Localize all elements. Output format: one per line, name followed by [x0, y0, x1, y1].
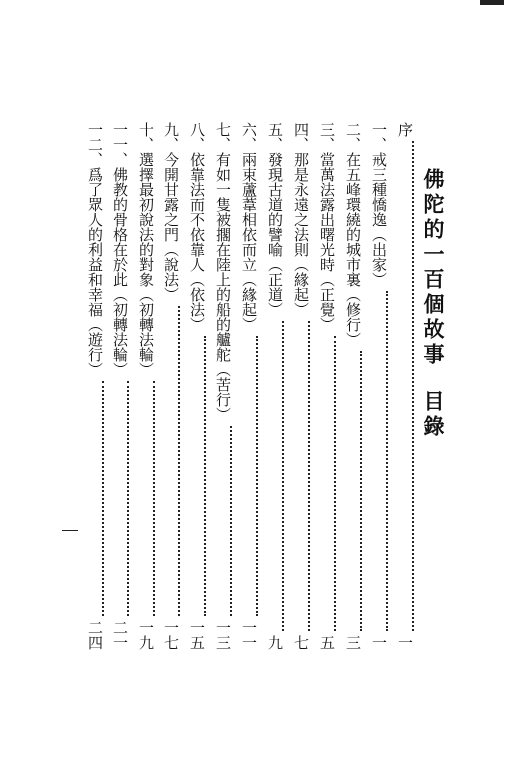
toc-entry-label: 五、發現古道的譬喻（正道）: [266, 122, 284, 317]
toc-entry-label: 九、今開甘露之門（說法）: [162, 122, 180, 302]
toc-entry: [188, 122, 206, 652]
toc-entry: [240, 122, 258, 652]
toc-entry: [266, 122, 284, 652]
toc-entry-label: 十、選擇最初說法的對象（初轉法輪）: [137, 122, 155, 377]
toc-leader-dots: [195, 336, 206, 616]
toc-entry-label: 二、在五峰環繞的城市裏（修行）: [344, 122, 362, 347]
toc-leader-dots: [247, 336, 258, 616]
toc-leader-dots: [377, 291, 388, 631]
page-title: [419, 168, 447, 440]
toc-leader-dots: [299, 321, 310, 631]
toc-leader-dots: [403, 141, 414, 631]
toc-entry-page: 三: [344, 635, 362, 650]
toc-entry: [396, 122, 414, 652]
toc-entry-label: 一二、爲了眾人的利益和幸福（遊行）: [86, 122, 104, 377]
toc-entry-page: 一一: [240, 620, 258, 650]
toc-entry-label: 一一、佛教的骨格在於此（初轉法輪）: [111, 122, 129, 377]
toc-entry-page: 一九: [137, 620, 155, 650]
toc-entry: [162, 122, 180, 652]
toc-entry-page: 一: [370, 635, 388, 650]
toc-entry-label: 六、兩束蘆葦相依而立（緣起）: [240, 122, 258, 332]
toc-leader-dots: [169, 306, 180, 616]
toc-entry: [318, 122, 336, 652]
toc-entry-page: 一五: [188, 620, 206, 650]
toc-entry-label: 八、依靠法而不依靠人（依法）: [188, 122, 206, 332]
toc-entry-page: 一三: [214, 620, 232, 650]
toc-leader-dots: [93, 381, 104, 616]
toc-entry: [370, 122, 388, 652]
toc-entry-label: 三、當萬法露出曙光時（正覺）: [318, 122, 336, 332]
toc-entry-page: 一: [396, 635, 414, 650]
toc-entry-page: 一七: [162, 620, 180, 650]
toc-leader-dots: [325, 336, 336, 631]
book-title: 佛陀的一百個故事: [421, 168, 446, 368]
toc-heading: 目錄: [421, 390, 446, 440]
toc-leader-dots: [351, 351, 362, 631]
toc-entry: [292, 122, 310, 652]
toc-entry-label: 序: [396, 122, 414, 137]
toc-entry: [137, 122, 155, 652]
toc-entry: [86, 122, 104, 652]
toc-leader-dots: [273, 321, 284, 631]
page-folio: [62, 530, 78, 532]
toc-entry: [344, 122, 362, 652]
toc-entry-label: 七、有如一隻被擱在陸上的船的艫舵（苦行）: [214, 122, 232, 422]
toc-entry: [214, 122, 232, 652]
toc-entry-label: 四、那是永遠之法則（緣起）: [292, 122, 310, 317]
toc-entry-label: 一、戒三種憍逸（出家）: [370, 122, 388, 287]
toc-leader-dots: [118, 381, 129, 616]
toc-entry: [111, 122, 129, 652]
toc-entry-page: 九: [266, 635, 284, 650]
toc-entry-page: 七: [292, 635, 310, 650]
toc-entry-page: 二一: [111, 620, 129, 650]
toc-leader-dots: [221, 426, 232, 616]
toc-entry-page: 五: [318, 635, 336, 650]
toc-entry-page: 二四: [86, 620, 104, 650]
toc-leader-dots: [144, 381, 155, 616]
